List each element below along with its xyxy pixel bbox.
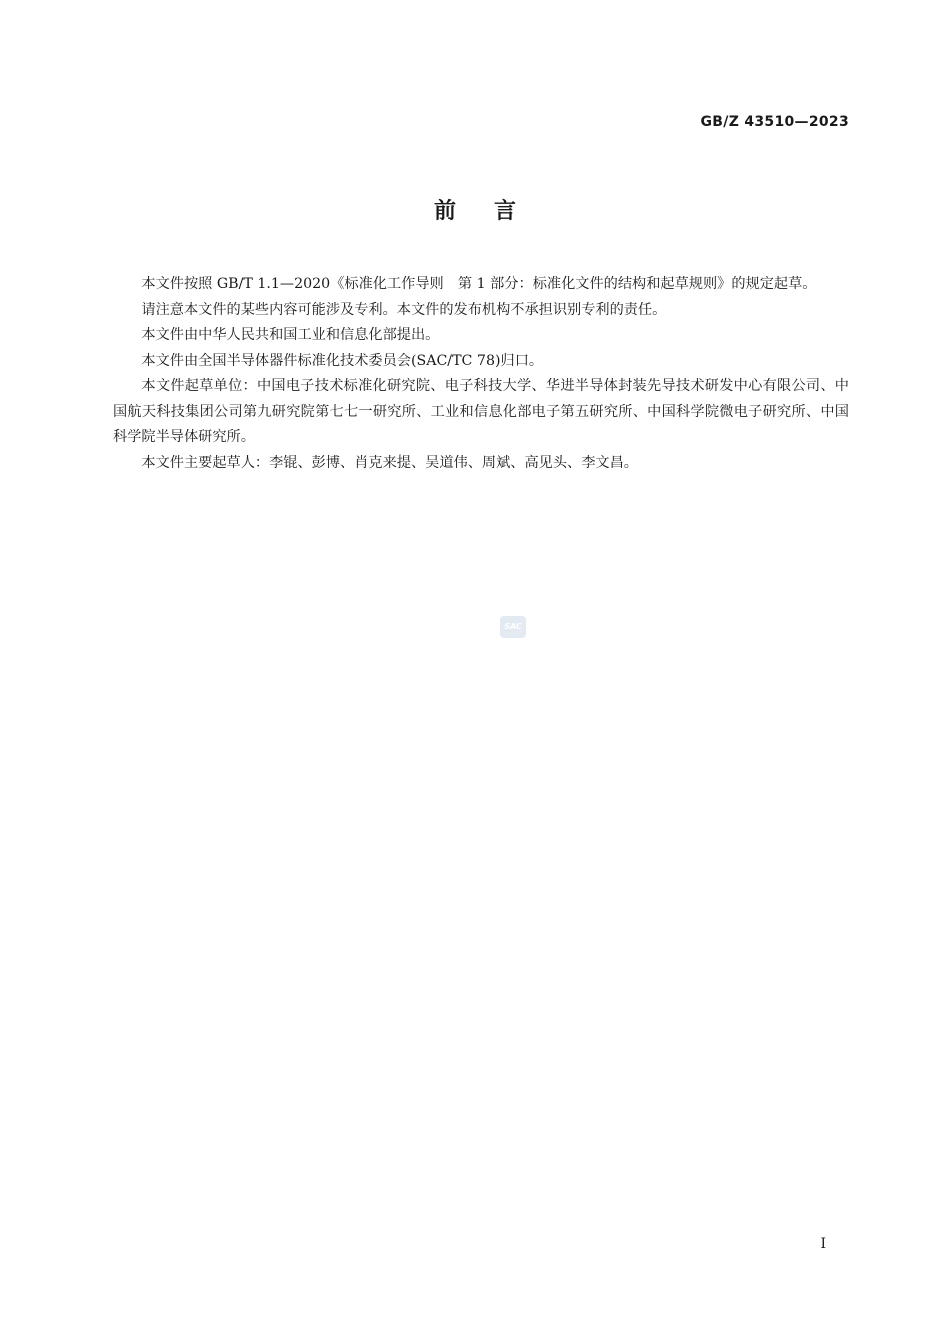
paragraph-drafters: 本文件主要起草人：李锟、彭博、肖克来提、吴道伟、周斌、高见头、李文昌。 <box>141 454 638 471</box>
sac-logo-watermark: SAC <box>500 616 526 638</box>
standard-number: GB/Z 43510—2023 <box>700 114 849 130</box>
paragraph-proposer: 本文件由中华人民共和国工业和信息化部提出。 <box>141 327 440 343</box>
paragraph-drafting-rules: 本文件按照 GB/T 1.1—2020《标准化工作导则 第 1 部分：标准化文件的结构和起草规则》的规定起草。 <box>141 276 817 292</box>
foreword-body <box>113 272 849 476</box>
paragraph-committee: 本文件由全国半导体器件标准化技术委员会(SAC/TC 78)归口。 <box>141 352 544 369</box>
paragraph-patent-notice: 请注意本文件的某些内容可能涉及专利。本文件的发布机构不承担识别专利的责任。 <box>141 301 667 318</box>
page-title: 前言 <box>433 199 554 224</box>
paragraph-drafting-units: 本文件起草单位：中国电子技术标准化研究院、电子科技大学、华进半导体封装先导技术研发中心有限公司、中国航天科技集团公司第九研究院第七七一研究所、工业和信息化部电子第五研究所、中国科学院微电子研究所、中国科学院半导体研究所。 <box>113 378 849 445</box>
page-number: I <box>820 1236 826 1252</box>
